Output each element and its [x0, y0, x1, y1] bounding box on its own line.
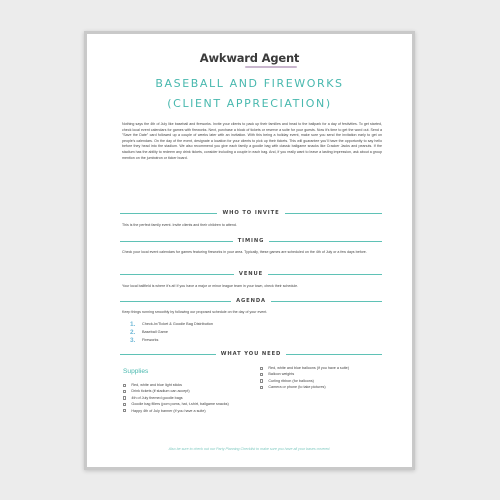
checkbox-icon[interactable]: [260, 367, 263, 370]
footer-note: Also be sure to check out our Party Planning Checklist to make sure you have all your bases covered.: [168, 447, 331, 451]
who-to-invite-text: This is the perfect family event. Invite clients and their children to attend.: [122, 223, 237, 227]
section-heading-agenda: AGENDA: [120, 297, 382, 305]
section-heading-venue: VENUE: [120, 270, 382, 278]
checklist-item: Happy 4th of July banner (if you have a suite): [123, 409, 248, 414]
agenda-item-number: 1.: [130, 320, 136, 328]
section-heading-timing: TIMING: [120, 237, 382, 245]
supplies-heading: Supplies: [123, 368, 149, 375]
divider: [268, 274, 382, 275]
agenda-intro-text: Keep things running smoothly by following our proposed schedule on the day of your event.: [122, 310, 268, 314]
checkbox-icon[interactable]: [260, 386, 263, 389]
agenda-item: [130, 336, 213, 344]
brand-logo: Awkward Agent: [199, 51, 300, 65]
checkbox-icon[interactable]: [123, 390, 126, 393]
agenda-list: [130, 320, 213, 344]
checklist-item: Camera or phone (to take pictures): [260, 385, 385, 390]
agenda-item-text: Fireworks: [142, 338, 159, 342]
checkbox-icon[interactable]: [260, 373, 263, 376]
checkbox-icon[interactable]: [123, 403, 126, 406]
checkbox-icon[interactable]: [123, 396, 126, 399]
checkbox-icon[interactable]: [123, 384, 126, 387]
section-heading-what-you-need: WHAT YOU NEED: [120, 350, 382, 358]
intro-paragraph: Nothing says the 4th of July like baseball and fireworks. Invite your clients to pack up their families and head to the ballpark for a day of festivities. To get started, check local event calendars for games with fireworks. Next, purchase a block of tickets or reserve a suite for your guests. Now it's time to get the word out. Send a "Save the Date" card followed up a couple of weeks later with an invitation. With this being a holiday event, make sure you send the invitation early to get on people's calendars. On the day of the event, designate a location for your clients to pick up their tickets. This will guarantee you'll have the opportunity to say hello before they head into the stadium. We also recommend you give each family a goodie bag with classic ballgame snacks like Cracker Jacks and peanuts. If the stadium has the ability to redeem any drink tickets, consider including a couple in each bag. And, if you really want to leave a lasting impression, ask about a group mention on the jumbotron or ticker board.: [122, 122, 382, 160]
page-subtitle: (CLIENT APPRECIATION): [167, 97, 332, 110]
divider: [269, 241, 382, 242]
divider: [120, 354, 216, 355]
divider: [120, 274, 234, 275]
checklist-item: Curling ribbon (for balloons): [260, 379, 385, 384]
checklist-item: Drink tickets (if stadium can accept): [123, 389, 248, 394]
divider: [271, 301, 382, 302]
divider: [286, 354, 382, 355]
page-title: BASEBALL AND FIREWORKS: [155, 77, 344, 90]
agenda-item-number: 3.: [130, 336, 136, 344]
checkbox-icon[interactable]: [123, 409, 126, 412]
checklist-item: Red, white and blue light sticks: [123, 383, 248, 388]
divider: [120, 213, 217, 214]
divider: [285, 213, 382, 214]
logo-underline: [245, 66, 297, 68]
agenda-item: [130, 328, 213, 336]
divider: [120, 301, 231, 302]
venue-text: Your local ballfield is where it's at! If you have a major or minor league team in your town, check their schedule.: [122, 284, 299, 288]
agenda-item-text: Check-In/Ticket & Goodie Bag Distribution: [142, 322, 213, 326]
agenda-item-number: 2.: [130, 328, 136, 336]
checklist-item: Goodie bag fillers (pom poms, hat, t-shirt, ballgame snacks): [123, 402, 248, 407]
document-page: [84, 31, 415, 470]
supplies-list-right: [260, 366, 385, 392]
divider: [120, 241, 233, 242]
section-heading-who-to-invite: WHO TO INVITE: [120, 209, 382, 217]
checklist-item: Red, white and blue balloons (if you have a suite): [260, 366, 385, 371]
checklist-item: 4th of July themed goodie bags: [123, 396, 248, 401]
timing-text: Check your local event calendars for games featuring fireworks in your area. Typically, these games are scheduled on the 4th of July or a few days before.: [122, 250, 367, 254]
agenda-item: [130, 320, 213, 328]
agenda-item-text: Baseball Game: [142, 330, 168, 334]
checkbox-icon[interactable]: [260, 379, 263, 382]
supplies-list-left: [123, 383, 248, 415]
checklist-item: Balloon weights: [260, 372, 385, 377]
